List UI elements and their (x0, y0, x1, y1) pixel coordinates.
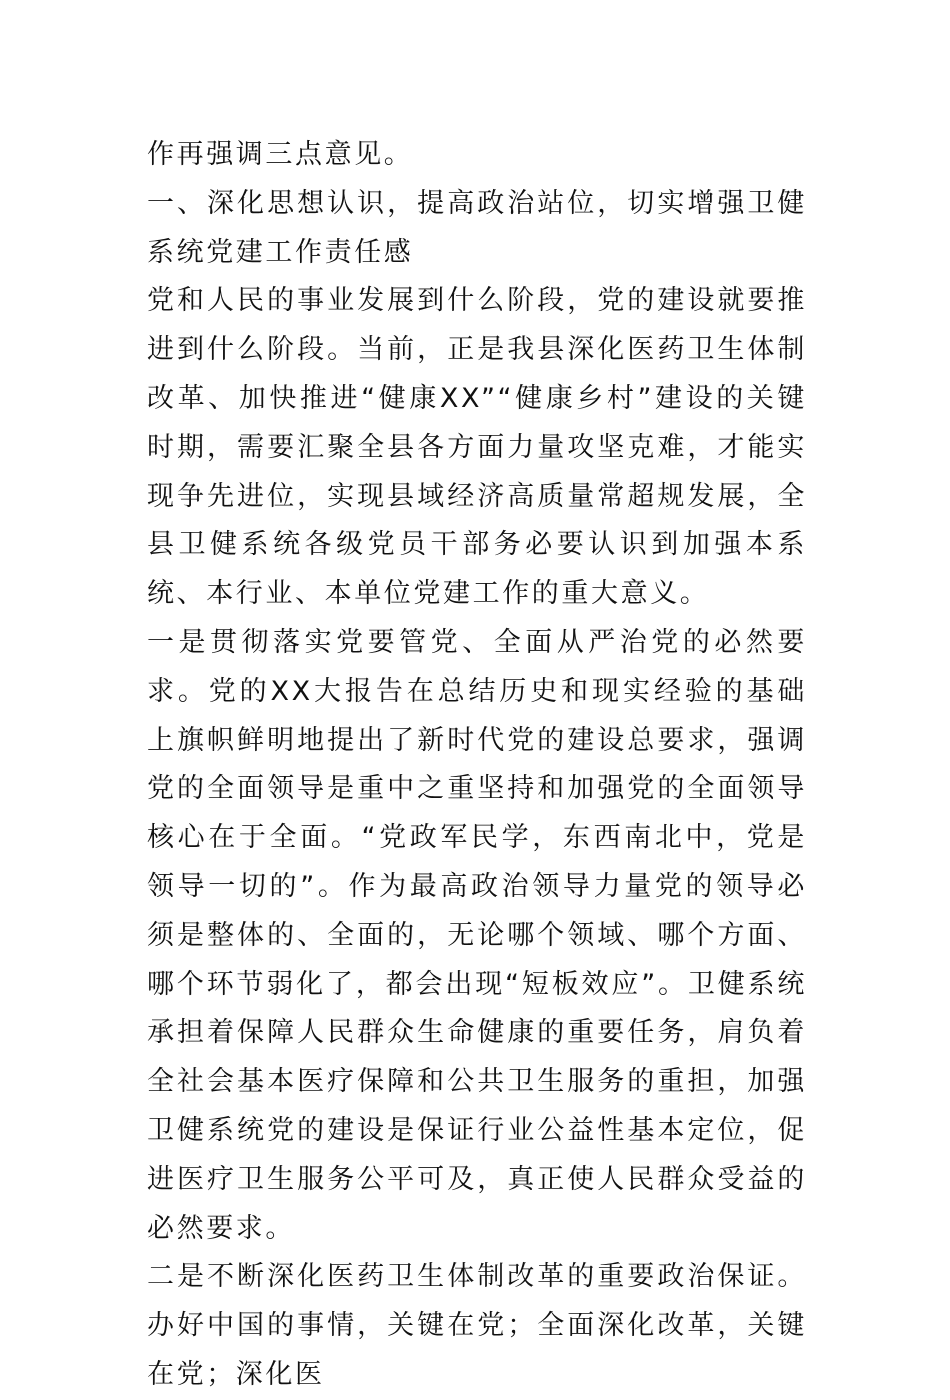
paragraph-intro-closing: 作再强调三点意见。 (147, 139, 414, 170)
document-body (147, 131, 807, 1400)
paragraph-point-two: 二是不断深化医药卫生体制改革的重要政治保证。办好中国的事情，关键在党；全面深化改革，关键在党；深化医 (147, 1261, 807, 1390)
paragraph-point-one: 一是贯彻落实党要管党、全面从严治党的必然要求。党的XX大报告在总结历史和现实经验的基础上旗帜鲜明地提出了新时代党的建设总要求，强调党的全面领导是重中之重坚持和加强党的全面领导核心在于全面。“党政军民学，东西南北中，党是领导一切的”。作为最高政治领导力量党的领导必须是整体的、全面的，无论哪个领域、哪个方面、哪个环节弱化了，都会出现“短板效应”。卫健系统承担着保障人民群众生命健康的重要任务，肩负着全社会基本医疗保障和公共卫生服务的重担，加强卫健系统党的建设是保证行业公益性基本定位，促进医疗卫生服务公平可及，真正使人民群众受益的必然要求。 (147, 626, 807, 1244)
section-heading-1: 一、深化思想认识，提高政治站位，切实增强卫健系统党建工作责任感 (147, 187, 807, 268)
paragraph-stage-of-party-building: 党和人民的事业发展到什么阶段，党的建设就要推进到什么阶段。当前，正是我县深化医药卫生体制改革、加快推进“健康XX”“健康乡村”建设的关键时期，需要汇聚全县各方面力量攻坚克难，才能实现争先进位，实现县域经济高质量常超规发展，全县卫健系统各级党员干部务必要认识到加强本系统、本行业、本单位党建工作的重大意义。 (147, 285, 807, 610)
